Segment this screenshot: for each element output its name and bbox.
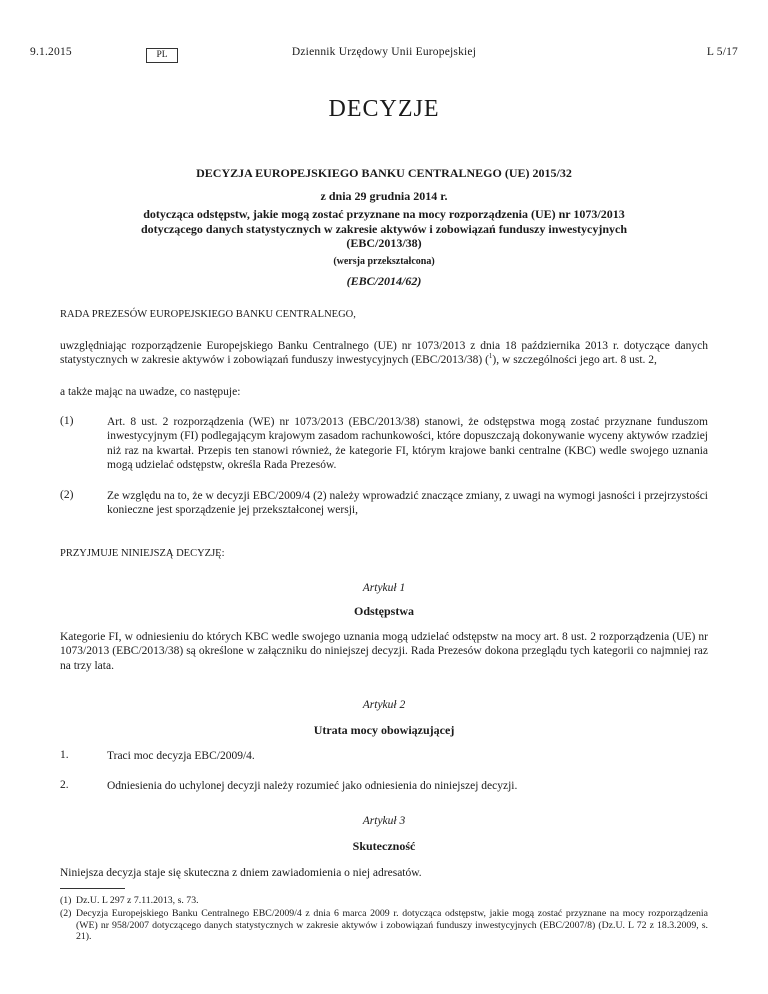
article-title: Odstępstwa — [353, 604, 414, 618]
article-label: Artykuł 1 — [362, 582, 406, 594]
decision-subject-line: (EBC/2013/38) — [346, 236, 422, 250]
article-label: Artykuł 2 — [362, 699, 406, 711]
header-reference: L 5/17 — [706, 46, 738, 58]
footnote-mark: (1) — [60, 895, 72, 906]
having-regard-text: uwzględniając rozporządzenie Europejskiego Banku Centralnego (UE) nr 1073/2013 z dnia 18 października 2013 r. dotyczące danych statystycznych w zakresie aktywów i zobowiązań funduszy inwestycyjnych (EBC/2013/38) — [60, 340, 708, 367]
recast-note: (wersja przekształcona) — [333, 256, 435, 267]
having-regard-end: , w szczególności jego art. 8 ust. 2, — [496, 354, 657, 367]
footnote-ref: 1 — [488, 352, 493, 361]
article-item-number: 2. — [60, 779, 69, 791]
article-item-number: 1. — [60, 749, 69, 761]
article-text: Kategorie FI, w odniesieniu do których KBC wedle swojego uznania mogą udzielać odstępstw na mocy art. 8 ust. 2 rozporządzenia (UE) nr 1073/2013 (EBC/2013/38) są określone w załączniku do niniejszej decyzji. Rada Prezesów dokona przeglądu tych kategorii co najmniej raz na trzy lata. — [60, 631, 708, 672]
footnote-separator — [60, 888, 125, 889]
having-regard-paragraph: uwzględniając rozporządzenie Europejskiego Banku Centralnego (UE) nr 1073/2013 z dnia 18 października 2013 r. dotyczące danych statystycznych w zakresie aktywów i zobowiązań funduszy inwestycyjnych (EBC/2013/38) ($^1$), w szczególności jego art. 8 ust. 2, — [60, 340, 708, 367]
article-item-text: Odniesienia do uchylonej decyzji należy rozumieć jako odniesienia do niniejszej decyzji. — [107, 780, 518, 792]
decision-reference: (EBC/2014/62) — [346, 274, 422, 288]
footnote-mark: (2) — [60, 908, 72, 919]
language-badge: PL — [146, 48, 178, 63]
council-line: RADA PREZESÓW EUROPEJSKIEGO BANKU CENTRALNEGO, — [60, 309, 356, 320]
decision-date: z dnia 29 grudnia 2014 r. — [320, 189, 448, 203]
decision-subject — [60, 207, 708, 251]
footnote-text: Dz.U. L 297 z 7.11.2013, s. 73. — [76, 895, 199, 906]
recital-text: Ze względu na to, że w decyzji EBC/2009/4 (2) należy wprowadzić znaczące zmiany, z uwagi na wymogi jasności i przejrzystości konieczne jest sporządzenie jej przekształconej wersji, — [107, 490, 708, 517]
article-title: Utrata mocy obowiązującej — [313, 723, 455, 737]
article-label: Artykuł 3 — [362, 815, 406, 827]
footnote-text: Decyzja Europejskiego Banku Centralnego EBC/2009/4 z dnia 6 marca 2009 r. dotycząca odstępstw, jakie mogą zostać przyznane na mocy rozporządzenia (WE) nr 958/2007 dotyczącego danych statystycznych w zakresie aktywów i zobowiązań funduszy inwestycyjnych (EBC/2007/8) (Dz.U. L 72 z 18.3.2009, s. 21). — [76, 908, 708, 942]
header-date: 9.1.2015 — [30, 46, 72, 58]
adoption-line: PRZYJMUJE NINIEJSZĄ DECYZJĘ: — [60, 548, 225, 559]
recital-text: Art. 8 ust. 2 rozporządzenia (WE) nr 1073/2013 (EBC/2013/38) stanowi, że odstępstwa mogą zostać przyznane funduszom inwestycyjnym (FI) podlegającym krajowym zasadom rachunkowości, które dopuszczają dokonywanie wyceny aktywów rzadziej niż raz na kwartał. Przepis ten stanowi również, że kategorie FI, którym krajowe banki centralne (KBC) wedle swojego uznania mogą udzielać odstępstw, określa Rada Prezesów. — [107, 416, 708, 471]
recital-number: (2) — [60, 489, 74, 501]
decision-subject-line: dotycząca odstępstw, jakie mogą zostać przyznane na mocy rozporządzenia (UE) nr 1073/2013 — [143, 207, 625, 221]
decision-subject-line: dotyczącego danych statystycznych w zakresie aktywów i zobowiązań funduszy inwestycyjnych — [140, 221, 628, 236]
recital-number: (1) — [60, 415, 74, 427]
article-item-text: Traci moc decyzja EBC/2009/4. — [107, 750, 255, 762]
decision-title: DECYZJA EUROPEJSKIEGO BANKU CENTRALNEGO (UE) 2015/32 — [196, 166, 572, 180]
article-text: Niniejsza decyzja staje się skuteczna z dniem zawiadomienia o niej adresatów. — [60, 867, 422, 879]
journal-title: Dziennik Urzędowy Unii Europejskiej — [291, 46, 477, 58]
whereas-line: a także mając na uwadze, co następuje: — [60, 386, 241, 398]
section-title: DECYZJE — [328, 96, 440, 122]
article-title: Skuteczność — [352, 839, 416, 853]
